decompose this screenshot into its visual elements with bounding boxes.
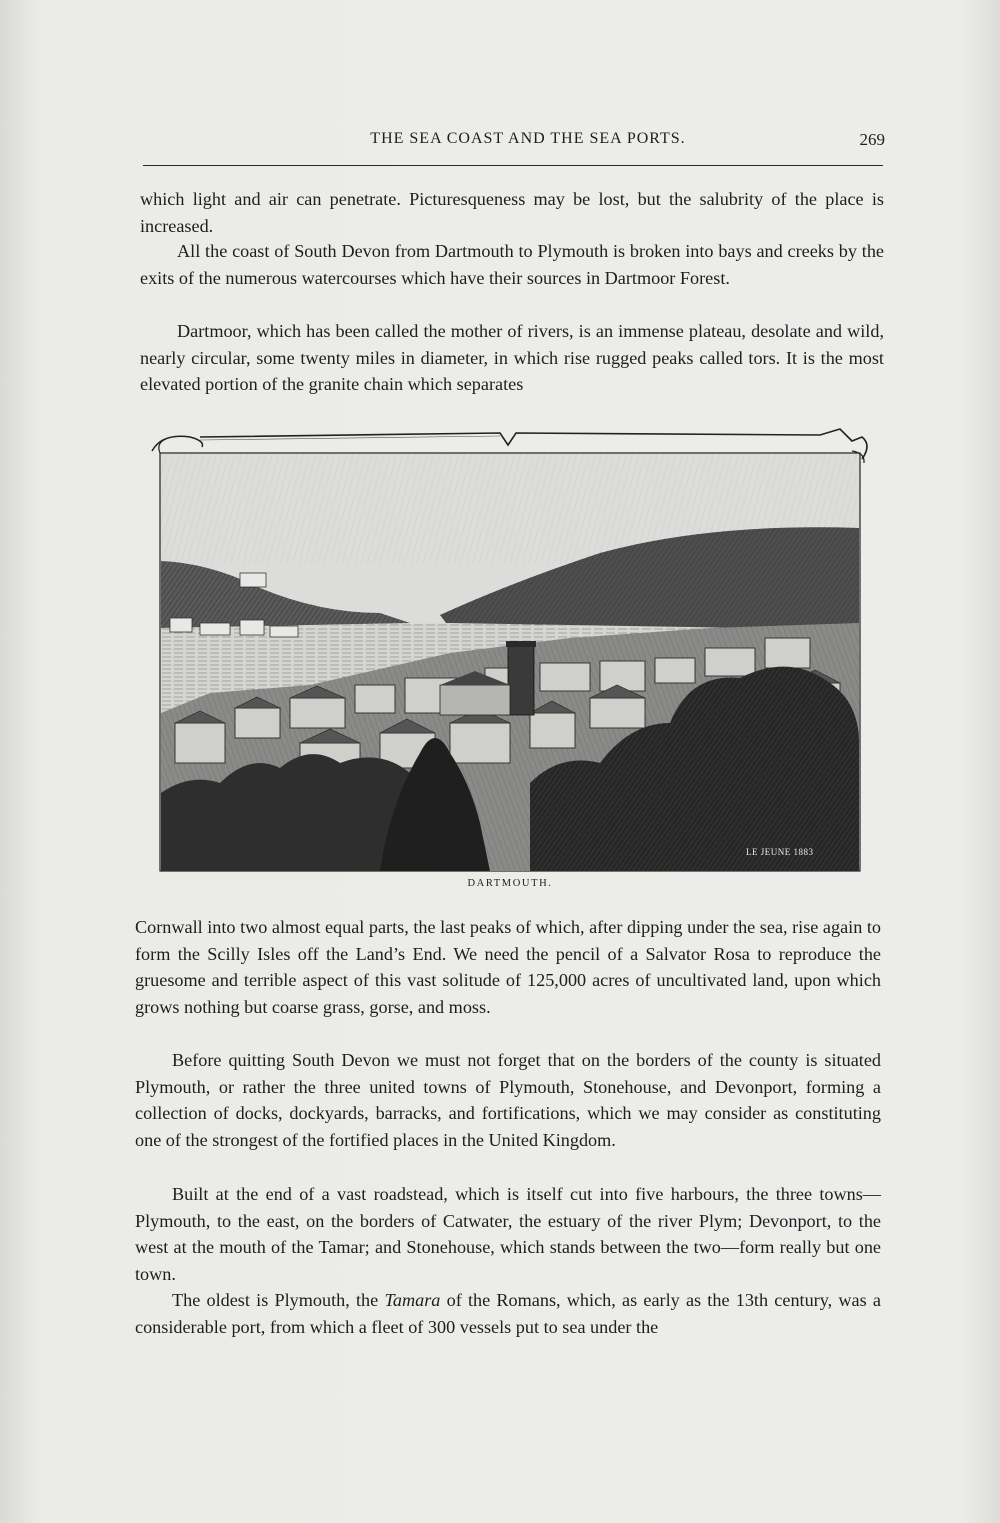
paragraph-2: All the coast of South Devon from Dartmouth to Plymouth is broken into bays and creeks by the exits of the numerous watercourses which have their sources in Dartmoor Forest. (140, 241, 884, 288)
illustration-caption: DARTMOUTH. (467, 878, 553, 889)
paragraph-7 (135, 1287, 881, 1340)
dartmouth-engraving (150, 423, 872, 873)
paragraph-7-end: of the Romans, which, as early as the 13th century, was a considerable port, from which a fleet of 300 vessels put to sea under the (135, 1290, 881, 1337)
paragraph-7-start: The oldest is Plymouth, the (172, 1290, 385, 1310)
paragraph-6: Built at the end of a vast roadstead, which is itself cut into five harbours, the three towns—Plymouth, to the east, on the borders of Catwater, the estuary of the river Plym; Devonport, to the west at the mouth of the Tamar; and Stonehouse, which stands between the two—form really but one town. (135, 1184, 881, 1284)
paragraph-7-italic: Tamara (384, 1290, 441, 1310)
paragraph-1: which light and air can penetrate. Picturesqueness may be lost, but the salubrity of the place is increased. (140, 189, 884, 236)
page-header (143, 128, 883, 154)
engraver-signature: LE JEUNE 1883 (746, 847, 814, 857)
paragraph-4: Cornwall into two almost equal parts, the last peaks of which, after dipping under the sea, rise again to form the Scilly Isles off the Land’s End. We need the pencil of a Salvator Rosa to reproduce the gruesome and terrible aspect of this vast solitude of 125,000 acres of uncultivated land, upon which grows nothing but coarse grass, gorse, and moss. (135, 917, 881, 1017)
paragraph-5: Before quitting South Devon we must not forget that on the borders of the county is situated Plymouth, or rather the three united towns of Plymouth, Stonehouse, and Devonport, forming a collection of docks, dockyards, barracks, and fortifications, which we may consider as constituting one of the strongest of the fortified places in the United Kingdom. (135, 1050, 881, 1150)
header-rule (143, 165, 883, 166)
running-head: THE SEA COAST AND THE SEA PORTS. (370, 130, 686, 147)
paragraph-3: Dartmoor, which has been called the mother of rivers, is an immense plateau, desolate and wild, nearly circular, some twenty miles in diameter, in which rise rugged peaks called tors. It is the most elevated portion of the granite chain which separates (140, 321, 884, 394)
page-number: 269 (859, 130, 885, 149)
